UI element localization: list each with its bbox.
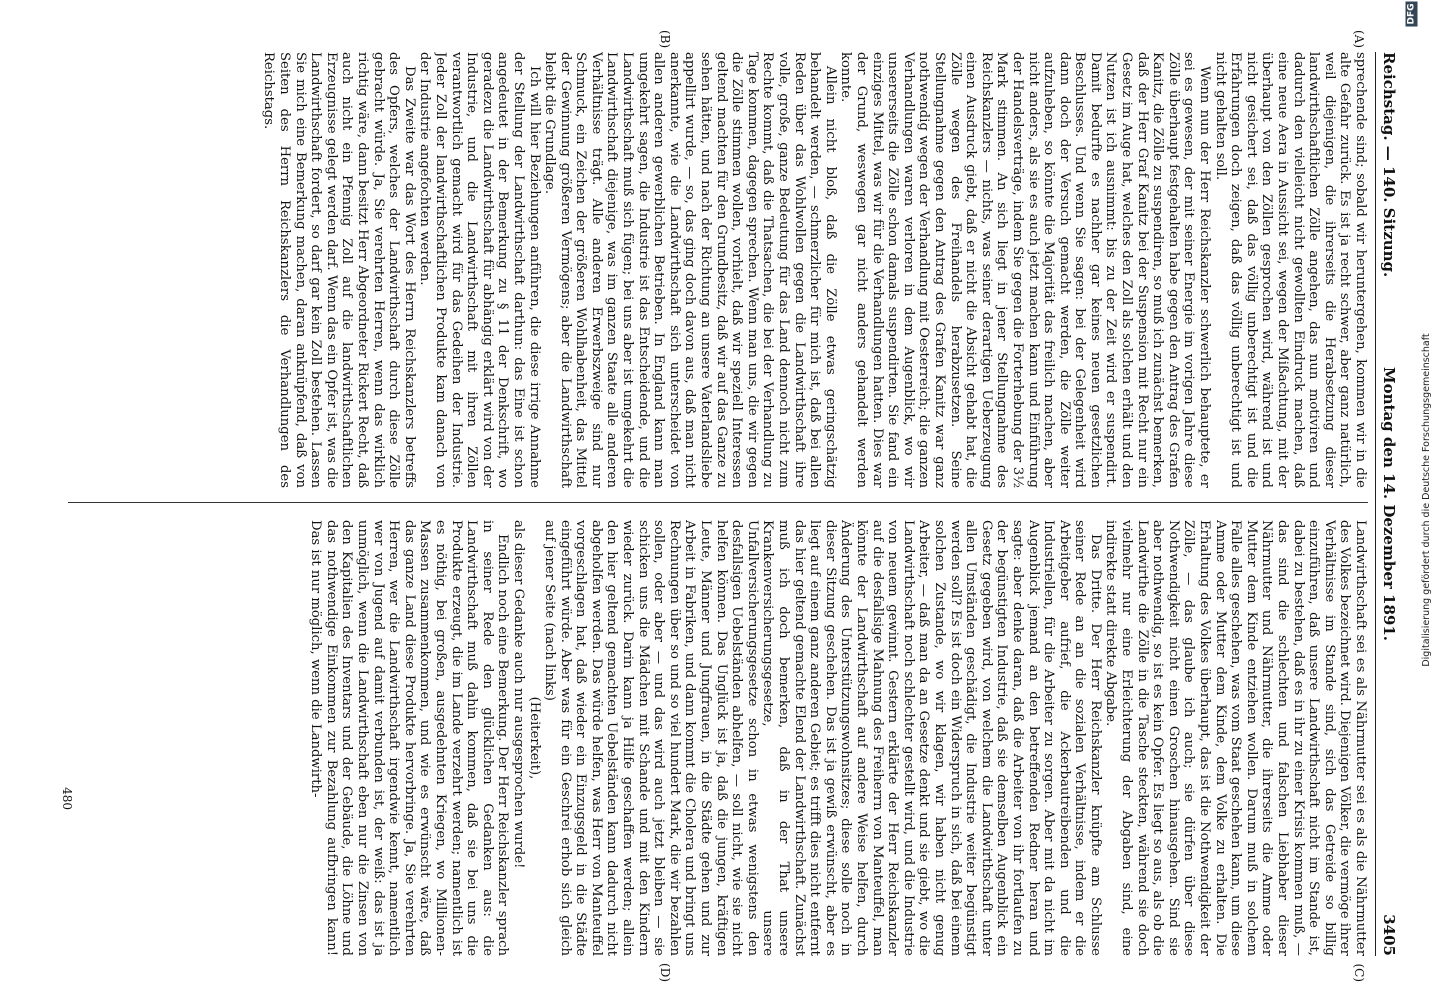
right-column (68, 520, 1368, 956)
paragraph: Endlich noch eine Bemerkung. Der Herr Reichskanzler sprach in seiner Rede den glücklichen Gedanken aus: die Landwirthschaft muß dahin kommen, daß sie bei uns die Produkte erzeugt, die im Lande verzehrt werden; namentlich ist es nöthig, bei großen, ausgedehnten Kriegen, wo Millionen-Massen zusammenkommen, und wie es erwünscht wäre, daß das ganze Land diese Produkte hervorbringe. Ja, Sie verehrten Herren, wer die Landwirthschaft irgendwie kennt, namentlich wer von Jugend auf damit verbunden ist, der weiß: das ist ja unmöglich, wenn die Landwirthschaft eben nur die Zinsen von den Kapitalien des Inventars und der Gebäude, die Löhne und das nothwendige Einkommen zur Bezahlung aufbringen kann! Das ist nur möglich, wenn die Landwirth- (308, 520, 511, 956)
signature-number: 480 (60, 787, 74, 810)
paragraph: Das Dritte. Der Herr Reichskanzler knüpfte am Schlusse seiner Rede an an die sozialen Verhältnisse, indem er die Arbeitgeber aufrief, die Ackerbautreibenden und die Industriellen, für die Arbeiter zu sorgen. Aber mit da nicht im Augenblick jemand an den betreffenden Redner heran und sagte: aber denke daran, daß die Arbeiter von ihr fortlaufen zu der begünstigten Industrie, daß sie demselben Augenblick ein Gesetz gegeben wird, von welchem die Landwirthschaft unter allen Umständen geschädigt, die Industrie weiter begünstigt werden soll? Es ist doch ein Widerspruch in sich, daß bei einem solchen Zustande, wo wir klagen, wir haben nicht genug Arbeiter, — daß man da an Gesetze denkt und sie giebt, wo die Landwirthschaft noch schlechter gestellt wird, und die Industrie von neuem gewinnt. Gestern erklärte der Herr Reichskanzler auf die desfallsige Mahnung des Freiherrn von Manteuffel, man könnte der Landwirthschaft auf andere Weise helfen, durch Änderung des Unterstützungswohnsitzes; diese solle noch in dieser Sitzung geschehen. Das ist ja gewiß erwünscht, aber es liegt auf einem ganz anderen Gebiet; es trifft dies nicht entfernt das hier geltend gemachte Elend der Landwirthschaft. Zunächst muß ich doch bemerken, daß in der That unsere Krankenversicherungsgesetze, unsere Unfallversicherungsgesetze schon in etwas wenigstens den desfallsigen Uebelständen abhelfen, — soll nicht, wie sie nicht helfen können. Das Unglück ist ja, daß die jungen, kräftigen Leute, Männer und Jungfrauen, in die Städte gehen und zur Arbeit in Fabriken, und dann kommt die Cholera und bringt uns Rechnungen über so und so viel hundert Mark, die wir bezahlen sollen, oder aber — und das wird auch jetzt bleiben — sie schicken uns die Mädchen mit Schande und mit den Kindern wieder zurück. Darin kann ja Hilfe geschaffen werden; allein den hier geltend gemachten Uebelständen kann dadurch nicht abgeholfen werden. Das würde helfen, was Herr von Manteuffel vorgeschlagen hat, daß wieder ein Einzugsgeld in die Städte eingeführt würde. Aber was für ein Geschrei erhob sich gleich auf jener Seite (nach links) (542, 520, 1103, 956)
margin-mark-a: (A) (1352, 30, 1366, 49)
dfg-margin (1406, 0, 1432, 1000)
paragraph: sprechende sind; sobald wir heruntergehen, kommen wir in die alte Gefahr zurück. Es ist ja recht schwer, aber ganz natürlich, weil diejenigen, die ihrerseits die Herabsetzung dieser landwirthschaftlichen Zölle angehen, das nun motiviren und dadurch den vielleicht nicht gewollten Eindruck machen, daß eine neue Aera in Aussicht sei, wegen der Mißachtung, mit der überhaupt von den Zöllen gesprochen wird, während ist und nicht gesichert sei, daß das völlig unberechtigt ist und die Erfahrungen doch zeigen, daß das völlig unberechtigt ist und nicht gehalten soll. (1212, 52, 1368, 488)
paragraph: Landwirthschaft sei es als Nährmutter sei es als die Nährmutter des Volkes bezeichnet wird. Diejenigen Völker, die vermöge ihrer Verhältnisse im Stande sind, sich das Getreide so billig einzuführen, daß unsere Landwirthschaft nicht im Stande ist, dabei zu bestehen, daß es in ihr zu einer Krisis kommen muß, — das sind die schlechten und falschen Liebhaber dieser Nährmutter und Nährmutter, die ihrerseits die Amme oder Mutter dem Kinde entziehen wollen. Darum muß in solchem Falle alles geschehen, was vom Staat geschehen kann, um diese Amme oder Mutter dem Kinde, dem Volke zu erhalten. Die Erhaltung des Volkes überhaupt, das ist die Nothwendigkeit der Zölle, — das glaube ich auch; sie dürfen über diese Nothwendigkeit nicht einen Groschen hinausgehen. Sind sie aber nothwendig, so ist es kein Opfer. Es liegt so aus, als ob die Landwirthe die Zölle in die Tasche steckten, während sie doch vielmehr nur eine Erleichterung der Abgaben sind, eine indirekte statt direkte Abgabe. (1103, 520, 1368, 956)
page-header (1375, 52, 1400, 956)
paragraph: Allein nicht bloß, daß die Zölle etwas geringschätzig behandelt werden, — schmerzlicher für mich ist, daß bei allen Reden über das Wohlwollen gegen die Landwirthschaft ihre volle, große, ganze Bedeutung für das Land dennoch nicht zum Rechte kommt, daß die Thatsachen, die bei der Verhandlung zu Tage kommen, dagegen sprechen. Wenn man uns, die wir gegen die Zölle stimmen wollen, vorhielt, daß wir speziell Interessen geltend machten für den Grundbesitz, daß wir auf das Ganze zu sehen hätten, und nach der Richtung an unsere Vaterlandsliebe appellirt wurde, — so, das ging doch davon aus, daß man nicht anerkannte, wie die Landwirthschaft sich unterscheidet von allen anderen gewerblichen Betrieben. In England kann man umgekehrt sagen, die Industrie ist das Entscheidende, und die Landwirthschaft muß sich fügen; bei uns aber ist umgekehrt die Landwirthschaft diejenige, was im ganzen Staate alle anderen Verhältnisse trägt. Alle anderen Erwerbszweige sind nur Schmuck, ein Zeichen der größeren Wohlhabenheit, das Mittel der Gewinnung größeren Vermögens; aber die Landwirthschaft bleibt die Grundlage. (542, 52, 838, 488)
left-column (68, 52, 1368, 488)
column-divider (68, 502, 1368, 503)
dfg-logo: DFG (1406, 3, 1417, 25)
header-left: Reichstag. — 140. Sitzung. (1380, 52, 1398, 278)
margin-mark-b: (B) (658, 30, 672, 49)
header-center: Montag den 14. Dezember 1891. (1380, 367, 1398, 641)
margin-mark-d: (D) (658, 963, 672, 982)
interjection: (Heiterkeit), (526, 696, 542, 780)
paragraph: als dieser Gedanke auch nur ausgesprochen wurde! (510, 520, 526, 869)
paragraph: Das Zweite war das Wort des Herrn Reichskanzlers betreffs des Opfers, welches der Landwirthschaft durch diese Zölle gebracht würde. Ja, Sie verehrten Herren, wenn das wirklich richtig wäre, dann besitzt Herr Abgeordneter Rickert Recht, daß auch nicht ein Pfennig Zoll auf die landwirthschaftlichen Erzeugnisse gelegt werden darf. Wenn das ein Opfer ist, was die Landwirthschaft fordert, so darf gar kein Zoll bestehen. Lassen Sie mich eine Bemerkung machen, daran anknüpfend, daß von Seiten des Herrn Reichskanzlers die Verhandlungen des Reichstags. (261, 52, 417, 488)
header-page-number: 3405 (1380, 914, 1398, 956)
margin-mark-c: (C) (1352, 963, 1366, 982)
paragraph: Ich will hier Beziehungen anführen, die diese irrige Annahme der Stellung der Landwirthschaft darthun: das Eine ist schon angedeutet in der Bemerkung zu § 11 der Denkschrift, wo geradezu die Landwirthschaft für abhängig erklärt wird von der Industrie, und die Landwirthschaft mit ihren Zöllen verantwortlich gemacht wird für das Gedeihen der Industrie. Jeder Zoll der landwirthschaftlichen Produkte kam danach von der Industrie angefochten werden. (417, 52, 542, 488)
paragraph: Wenn nun der Herr Reichskanzler schwerlich behauptete, er sei es gewesen, der mit seiner Energie im vorigen Jahre diese Zölle überhaupt festgehalten habe gegen den Antrag des Grafen Kanitz, die Zölle zu suspendiren, so muß ich zunächst bemerken, daß der Herr Graf Kanitz bei der Suspension mit Recht nur ein Gesetz im Auge hat, welches den Zoll als solchen erhält und den Nutzen ist ich ausnimmt: bis zu der Zeit wird er suspendirt. Damit bedurfte es nachher gar keines neuen gesetzlichen Beschlusses. Und wenn Sie sagen: bei der Gelegenheit wird dann doch der Versuch gemacht werden, die Zölle weiter aufzuheben, so könnte die Majorität das freilich machen, aber nicht anders, als sie es auch jetzt machen kann und Einführung der Handelsverträge, indem Sie gegen die Forterhebung der 3½ Mark stimmen. An sich liegt in jener Stellungnahme des Reichskanzlers — nichts, was seiner derartigen Ueberzeugung einen Ausdruck giebt, daß er nicht die Absicht gehabt hat, die Zölle wegen des Freihandels herabzusetzen. Seine Stellungnahme gegen den Antrag des Grafen Kanitz war ganz nothwendig wegen der Verhandlung mit Oesterreich; die ganzen Verhandlungen waren verloren in dem Augenblick, wo wir unsererseits die Zölle schon damals suspendirten. Sie fand ein einziges Mittel, was wir für die Verhandlungen hatten. Dies war der Grund, weswegen gar nicht anders gehandelt werden konnte. (838, 52, 1213, 488)
dfg-funding-notice: Digitalisierung gefördert durch die Deutsche Forschungsgemeinschaft (1420, 333, 1432, 667)
